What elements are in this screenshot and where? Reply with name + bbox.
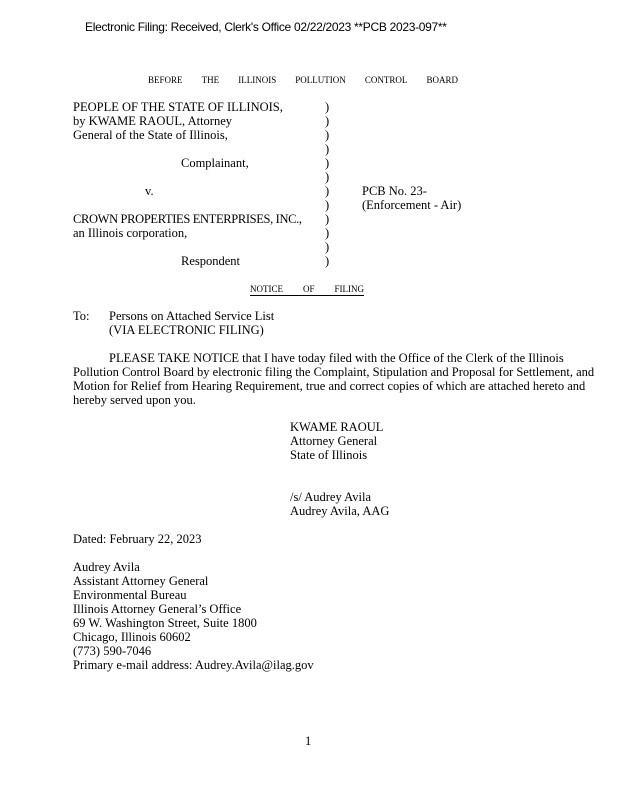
board-word: THE	[201, 75, 220, 85]
case-type: (Enforcement - Air)	[362, 198, 462, 212]
board-word: ILLINOIS	[238, 75, 277, 85]
complainant-label: Complainant,	[181, 156, 249, 170]
signature-signer: Audrey Avila, AAG	[290, 504, 390, 518]
case-number: PCB No. 23-	[362, 184, 427, 198]
board-word: BOARD	[426, 75, 458, 85]
notice-body: PLEASE TAKE NOTICE that I have today filed with the Office of the Clerk of the Illinois Pollution Control Board by electronic filing the Complaint, Stipulation and Proposal for Settlement, and Motion for Relief from Hearing Requirement, true and correct copies of which are attached hereto and hereby served upon you.	[73, 351, 595, 407]
signature-name: KWAME RAOUL	[290, 420, 384, 434]
contact-line: Environmental Bureau	[73, 588, 187, 602]
respondent-label: Respondent	[181, 254, 241, 268]
caption-paren-column	[325, 100, 329, 268]
caption-paren: )	[325, 254, 330, 268]
respondent-line: an Illinois corporation,	[73, 226, 188, 240]
contact-line: 69 W. Washington Street, Suite 1800	[73, 616, 257, 630]
caption-paren: )	[325, 142, 330, 156]
contact-line: Assistant Attorney General	[73, 574, 209, 588]
notice-title-word: FILING	[334, 284, 364, 294]
caption-paren: )	[325, 240, 330, 254]
contact-line: Chicago, Illinois 60602	[73, 630, 191, 644]
filing-stamp: Electronic Filing: Received, Clerk's Office 02/22/2023 **PCB 2023-097**	[85, 20, 447, 34]
to-label: To:	[73, 309, 90, 323]
plaintiff-line: by KWAME RAOUL, Attorney	[73, 114, 233, 128]
dated-line: Dated: February 22, 2023	[73, 532, 202, 546]
board-word: POLLUTION	[295, 75, 346, 85]
caption-paren: )	[325, 184, 330, 198]
contact-line: Audrey Avila	[73, 560, 140, 574]
contact-line: Illinois Attorney General’s Office	[73, 602, 242, 616]
to-delivery-method: (VIA ELECTRONIC FILING)	[109, 323, 264, 337]
board-word: CONTROL	[364, 75, 408, 85]
notice-title	[250, 284, 364, 296]
caption-paren: )	[325, 114, 330, 128]
signature-title: Attorney General	[290, 434, 378, 448]
board-word: BEFORE	[148, 75, 183, 85]
caption-paren: )	[325, 198, 330, 212]
signature-state: State of Illinois	[290, 448, 368, 462]
plaintiff-line: PEOPLE OF THE STATE OF ILLINOIS,	[73, 100, 283, 114]
to-recipients: Persons on Attached Service List	[109, 309, 275, 323]
caption-paren: )	[325, 212, 330, 226]
caption-paren: )	[325, 128, 330, 142]
caption-paren: )	[325, 226, 330, 240]
notice-title-word: NOTICE	[250, 284, 283, 294]
respondent-line: CROWN PROPERTIES ENTERPRISES, INC.,	[73, 212, 302, 226]
notice-title-word: OF	[302, 284, 315, 294]
caption-paren: )	[325, 170, 330, 184]
signature-electronic: /s/ Audrey Avila	[290, 490, 372, 504]
caption-paren: )	[325, 100, 330, 114]
page-number: 1	[305, 734, 312, 748]
contact-email-line: Primary e-mail address: Audrey.Avila@ilag.gov	[73, 658, 314, 672]
board-heading	[148, 75, 458, 85]
versus-label: v.	[145, 184, 154, 198]
caption-paren: )	[325, 156, 330, 170]
contact-line: (773) 590-7046	[73, 644, 152, 658]
plaintiff-line: General of the State of Illinois,	[73, 128, 228, 142]
